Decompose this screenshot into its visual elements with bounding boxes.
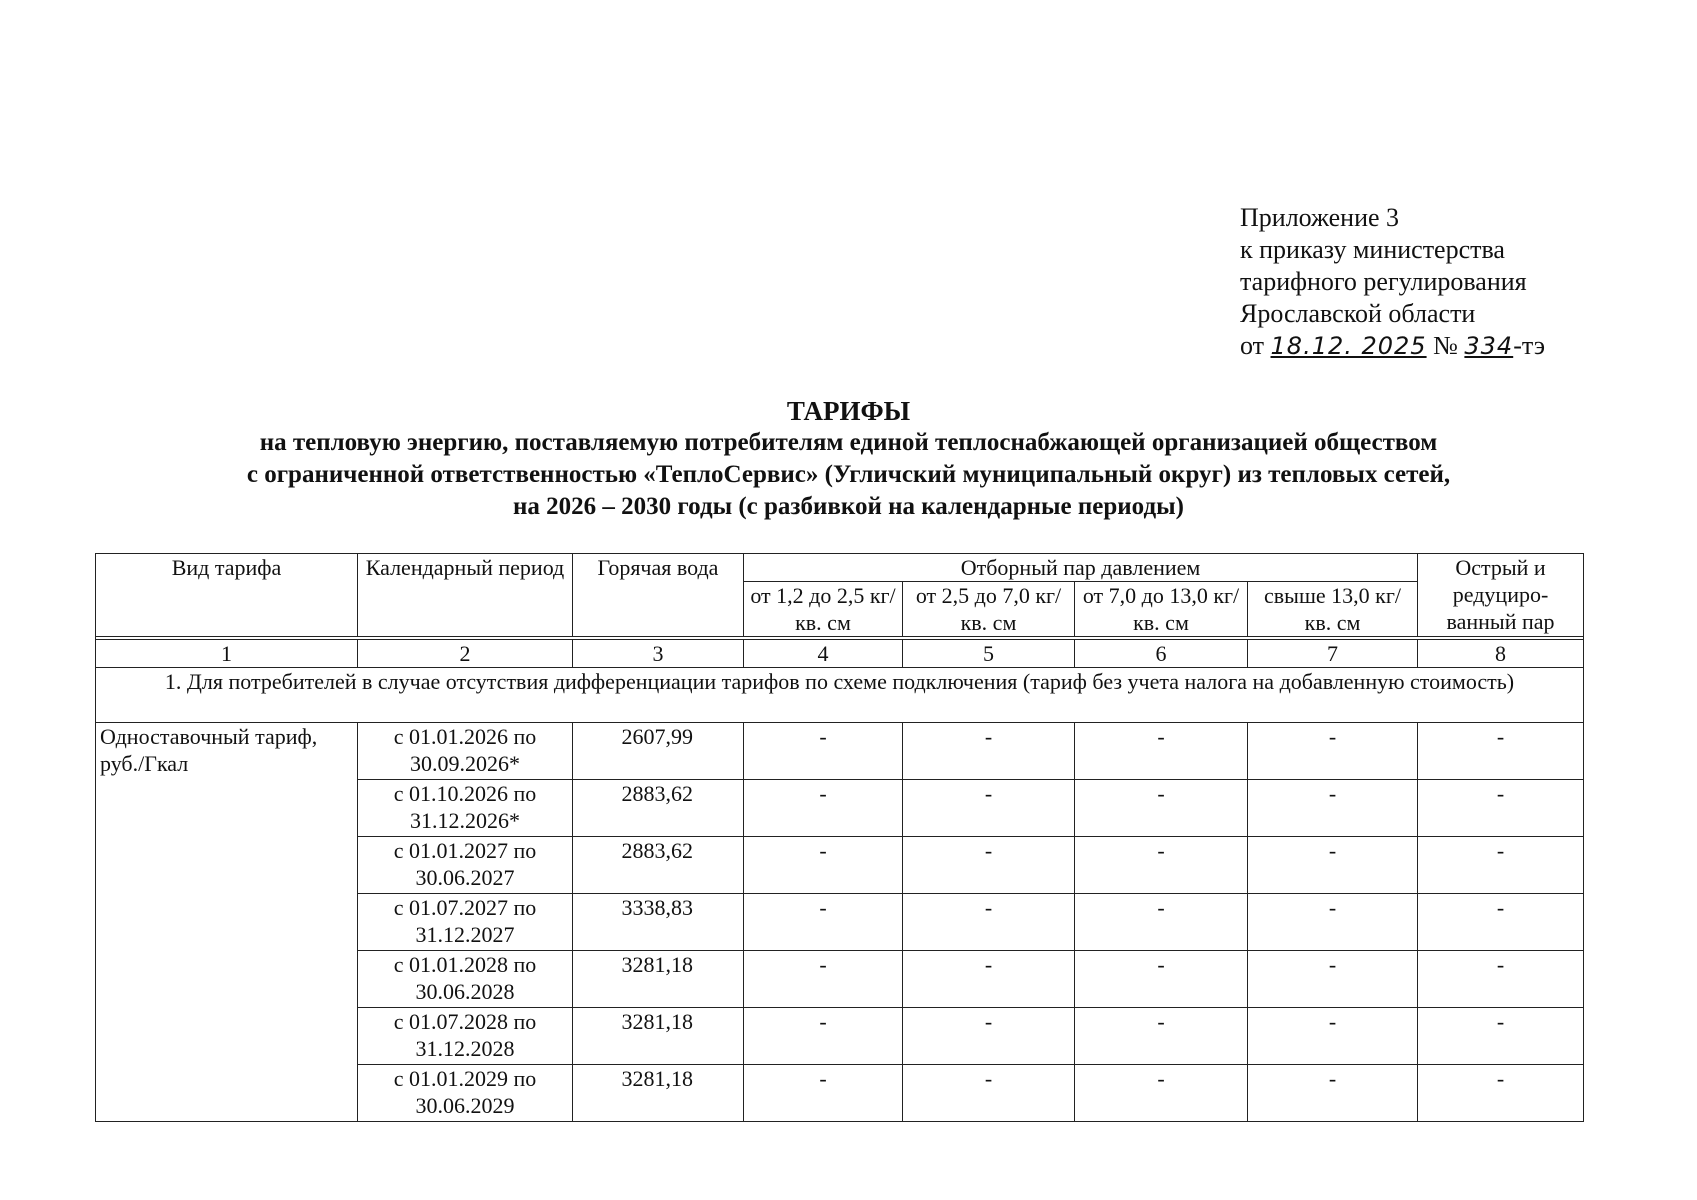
period-cell: с 01.07.2027 по 31.12.2027 [358,894,573,951]
section-1-title: 1. Для потребителей в случае отсутствия дифференциации тарифов по схеме подключения (тариф без учета налога на добавленную стоимость) [96,668,1584,723]
header-period: Календарный период [358,554,573,637]
steam-4-cell: - [1248,723,1418,780]
steam-4-cell: - [1248,780,1418,837]
column-number: 7 [1248,640,1418,668]
hot-water-cell: 3338,83 [573,894,744,951]
order-number-sign: № [1433,331,1458,360]
steam-3-cell: - [1075,837,1248,894]
steam-3-cell: - [1075,894,1248,951]
appendix-line-2: к приказу министерства [1240,235,1505,264]
sharp-steam-cell: - [1418,951,1584,1008]
title-line-3: на 2026 – 2030 годы (с разбивкой на календарные периоды) [513,493,1184,520]
column-number: 1 [96,640,358,668]
title-main: ТАРИФЫ [786,396,911,426]
steam-3-cell: - [1075,951,1248,1008]
period-cell: с 01.10.2026 по 31.12.2026* [358,780,573,837]
period-cell: с 01.01.2028 по 30.06.2028 [358,951,573,1008]
appendix-line-1: Приложение 3 [1240,203,1400,232]
steam-4-cell: - [1248,837,1418,894]
sharp-steam-cell: - [1418,894,1584,951]
header-steam-4: свыше 13,0 кг/ кв. см [1248,582,1418,637]
header-steam-2: от 2,5 до 7,0 кг/ кв. см [903,582,1075,637]
title-line-1: на тепловую энергию, поставляемую потребителям единой теплоснабжающей организацией обществом [259,429,1438,456]
hot-water-cell: 3281,18 [573,1065,744,1122]
header-steam-3: от 7,0 до 13,0 кг/ кв. см [1075,582,1248,637]
header-steam-1: от 1,2 до 2,5 кг/ кв. см [744,582,903,637]
header-hot-water: Горячая вода [573,554,744,637]
section-1-row [96,668,1584,723]
steam-2-cell: - [903,1008,1075,1065]
hot-water-cell: 3281,18 [573,1008,744,1065]
column-number: 5 [903,640,1075,668]
steam-4-cell: - [1248,951,1418,1008]
steam-4-cell: - [1248,1008,1418,1065]
sharp-steam-cell: - [1418,780,1584,837]
period-cell: с 01.01.2029 по 30.06.2029 [358,1065,573,1122]
steam-2-cell: - [903,723,1075,780]
steam-1-cell: - [744,837,903,894]
steam-2-cell: - [903,951,1075,1008]
sharp-steam-cell: - [1418,723,1584,780]
steam-1-cell: - [744,1008,903,1065]
appendix-line-3: тарифного регулирования [1240,267,1527,296]
steam-1-cell: - [744,723,903,780]
column-number: 3 [573,640,744,668]
document-title [0,395,1697,523]
steam-2-cell: - [903,780,1075,837]
steam-2-cell: - [903,894,1075,951]
appendix-line-4: Ярославской области [1240,299,1476,328]
steam-3-cell: - [1075,780,1248,837]
order-from-prefix: от [1240,331,1265,360]
order-number-suffix: -тэ [1513,331,1546,360]
tariff-label: Одноставочный тариф, руб./Гкал [96,723,358,1122]
hot-water-cell: 2607,99 [573,723,744,780]
period-cell: с 01.07.2028 по 31.12.2028 [358,1008,573,1065]
period-cell: с 01.01.2026 по 30.09.2026* [358,723,573,780]
appendix-order-line [1240,330,1545,362]
header-sharp-steam: Острый и редуциро-ванный пар [1418,554,1584,637]
steam-2-cell: - [903,1065,1075,1122]
steam-4-cell: - [1248,894,1418,951]
sharp-steam-cell: - [1418,837,1584,894]
steam-2-cell: - [903,837,1075,894]
steam-4-cell: - [1248,1065,1418,1122]
column-number: 4 [744,640,903,668]
header-steam-group: Отборный пар давлением [744,554,1418,582]
steam-1-cell: - [744,780,903,837]
steam-3-cell: - [1075,723,1248,780]
order-number-handwritten: 334 [1464,332,1514,360]
period-cell: с 01.01.2027 по 30.06.2027 [358,837,573,894]
column-number: 6 [1075,640,1248,668]
header-tariff-type: Вид тарифа [96,554,358,637]
sharp-steam-cell: - [1418,1008,1584,1065]
tariffs-table [95,553,1584,1122]
steam-1-cell: - [744,951,903,1008]
order-date-handwritten: 18.12. 2025 [1270,332,1427,360]
title-line-2: с ограниченной ответственностью «ТеплоСервис» (Угличский муниципальный округ) из тепловых сетей, [246,461,1451,488]
steam-3-cell: - [1075,1065,1248,1122]
hot-water-cell: 2883,62 [573,837,744,894]
steam-1-cell: - [744,1065,903,1122]
header-row-1 [96,554,1584,582]
appendix-block [1240,202,1545,362]
steam-1-cell: - [744,894,903,951]
hot-water-cell: 2883,62 [573,780,744,837]
column-number: 8 [1418,640,1584,668]
table-row [96,723,1584,780]
sharp-steam-cell: - [1418,1065,1584,1122]
steam-3-cell: - [1075,1008,1248,1065]
column-numbers-row [96,640,1584,668]
column-number: 2 [358,640,573,668]
hot-water-cell: 3281,18 [573,951,744,1008]
